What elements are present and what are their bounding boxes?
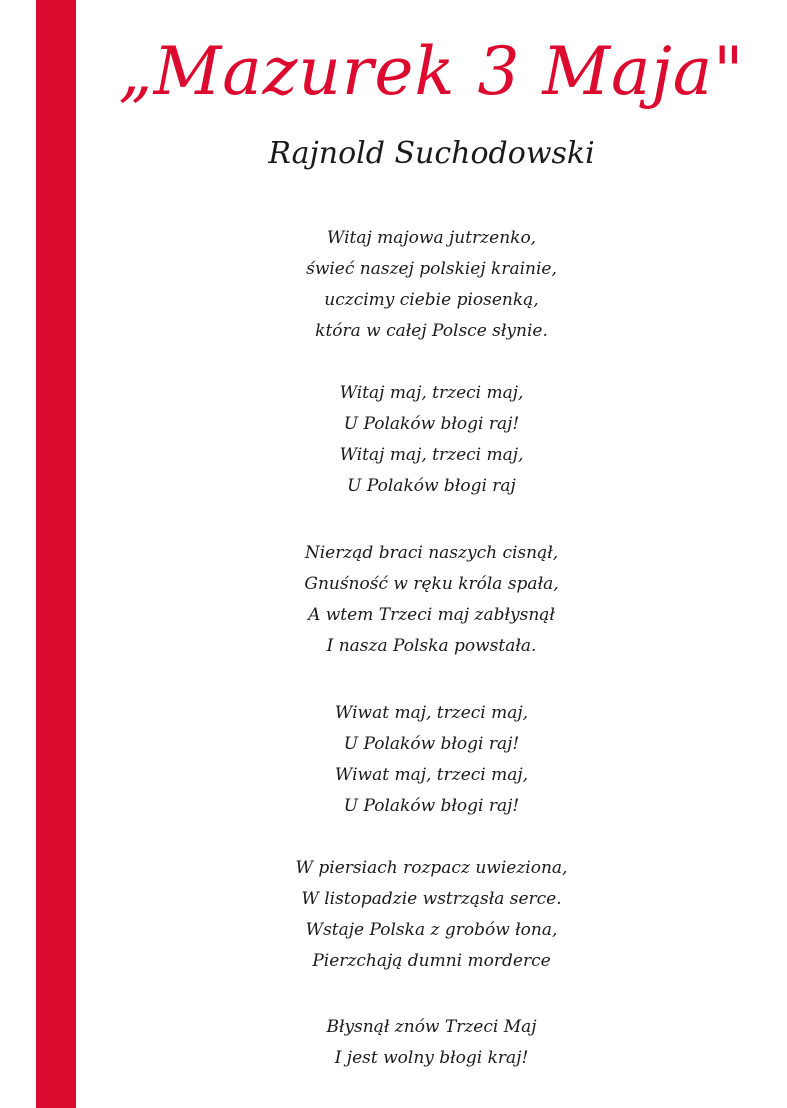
verse-line: Witaj majowa jutrzenko, — [326, 228, 537, 248]
poem-page — [76, 0, 787, 1108]
stanza-3 — [76, 538, 787, 662]
verse-line: Pierzchają dumni morderce — [312, 951, 551, 971]
verse-line: Witaj maj, trzeci maj, — [339, 383, 524, 403]
poem-title: „Mazurek 3 Maja" — [118, 33, 745, 110]
verse-line: I nasza Polska powstała. — [326, 636, 537, 656]
stanza-4-chorus — [76, 698, 787, 822]
verse-line: A wtem Trzeci maj zabłysnął — [308, 605, 555, 625]
verse-line: U Polaków błogi raj — [347, 476, 516, 496]
verse-line: Witaj maj, trzeci maj, — [339, 445, 524, 465]
verse-line: uczcimy ciebie piosenką, — [324, 290, 539, 310]
verse-line: Wiwat maj, trzeci maj, — [334, 765, 529, 785]
verse-line: Błysnął znów Trzeci Maj — [326, 1017, 537, 1037]
verse-line: świeć naszej polskiej krainie, — [306, 259, 557, 279]
stanza-5 — [76, 853, 787, 977]
verse-line: W piersiach rozpacz uwieziona, — [295, 858, 568, 878]
verse-line: I jest wolny błogi kraj! — [334, 1048, 529, 1068]
red-side-stripe — [36, 0, 76, 1108]
stanza-2-chorus — [76, 378, 787, 502]
verse-line: która w całej Polsce słynie. — [315, 321, 548, 341]
stanza-1 — [76, 223, 787, 347]
verse-line: Wiwat maj, trzeci maj, — [334, 703, 529, 723]
verse-line: U Polaków błogi raj! — [343, 414, 520, 434]
stanza-6-final — [76, 1012, 787, 1074]
poem-author: Rajnold Suchodowski — [268, 136, 595, 171]
verse-line: U Polaków błogi raj! — [343, 796, 520, 816]
verse-line: U Polaków błogi raj! — [343, 734, 520, 754]
verse-line: Wstaje Polska z grobów łona, — [305, 920, 558, 940]
verse-line: W listopadzie wstrząsła serce. — [301, 889, 562, 909]
verse-line: Nierząd braci naszych cisnął, — [304, 543, 559, 563]
verse-line: Gnuśność w ręku króla spała, — [304, 574, 559, 594]
